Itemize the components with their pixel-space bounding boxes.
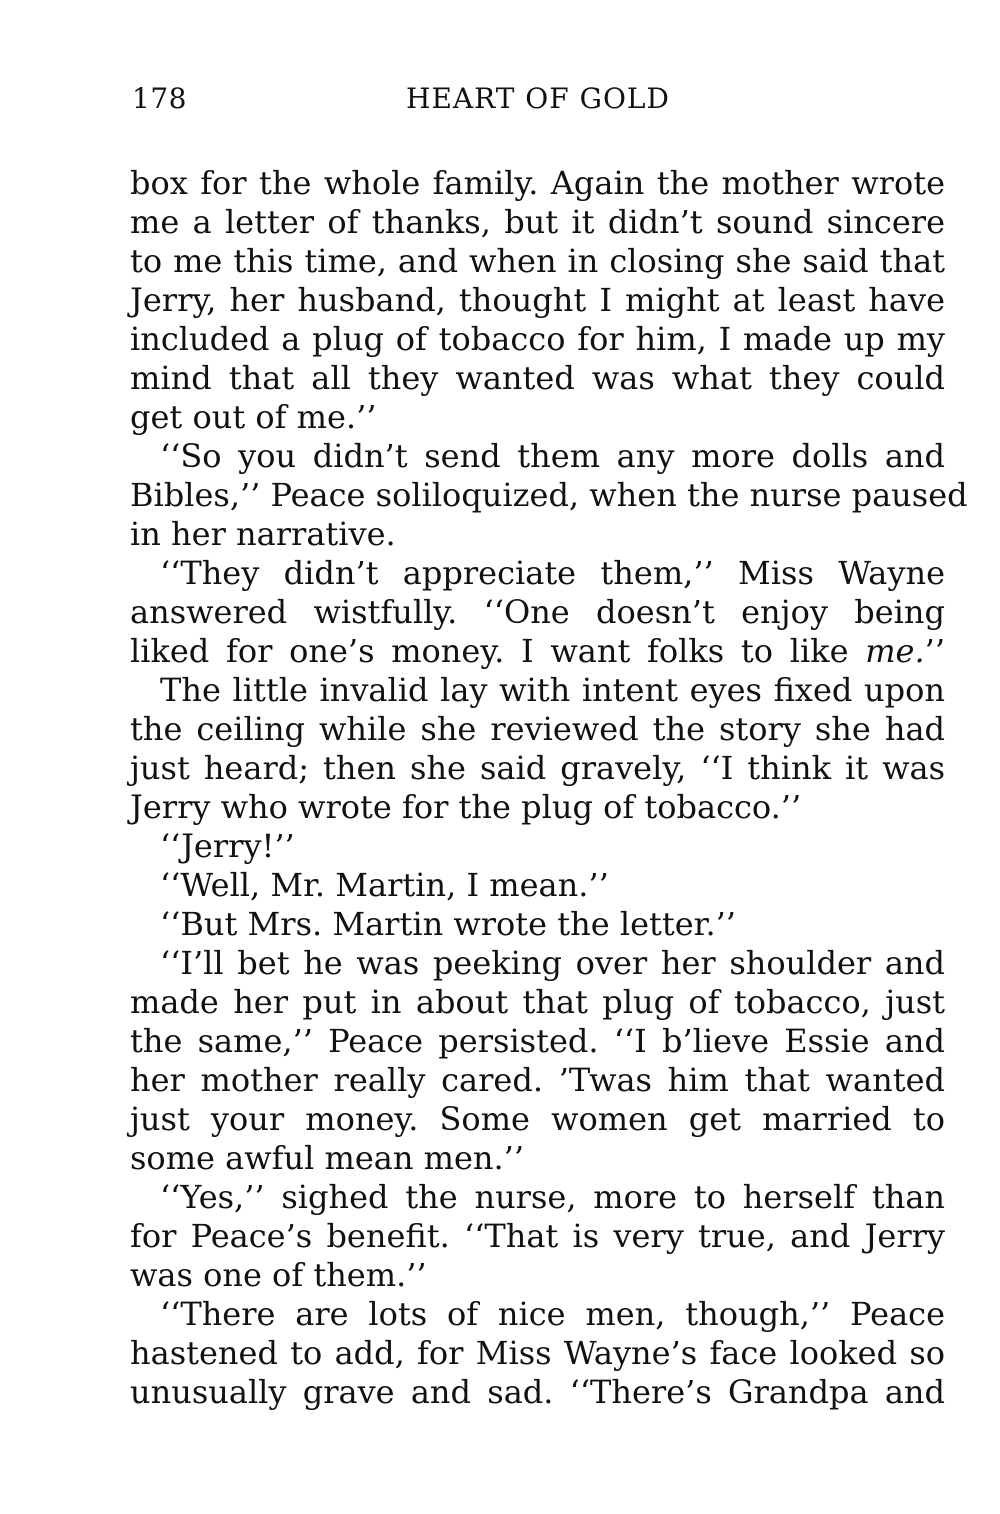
text-line: The little invalid lay with intent eyes fixed upon — [160, 671, 945, 709]
text-line: get out of me.’’ — [130, 398, 377, 436]
text-line: liked for one’s money. I want folks to like me.’’ — [130, 632, 945, 670]
text-line: me a letter of thanks, but it didn’t sound sincere — [130, 203, 945, 241]
text-line: ‘‘So you didn’t send them any more dolls and — [160, 437, 945, 475]
text-line: just heard; then she said gravely, ‘‘I think it was — [130, 749, 945, 787]
text-line: ‘‘They didn’t appreciate them,’’ Miss Wayne — [160, 554, 945, 592]
text-line: ‘‘I’ll bet he was peeking over her shoulder and — [160, 944, 945, 982]
text-line: made her put in about that plug of tobacco, just — [130, 983, 945, 1021]
text-line: just your money. Some women get married to — [130, 1100, 945, 1138]
running-title: HEART OF GOLD — [406, 82, 670, 115]
text-line: in her narrative. — [130, 515, 396, 553]
text-line: for Peace’s benefit. ‘‘That is very true, and Jerry — [130, 1217, 945, 1255]
text-line: to me this time, and when in closing she said that — [130, 242, 945, 280]
text-line: some awful mean men.’’ — [130, 1139, 525, 1177]
text-line: unusually grave and sad. ‘‘There’s Grandpa and — [130, 1373, 945, 1411]
text-line: ‘‘Jerry!’’ — [160, 827, 295, 865]
text-line: hastened to add, for Miss Wayne’s face looked so — [130, 1334, 945, 1372]
text-line: included a plug of tobacco for him, I made up my — [130, 320, 945, 358]
text-line: box for the whole family. Again the mother wrote — [130, 164, 945, 202]
text-line: Jerry who wrote for the plug of tobacco.’’ — [130, 788, 802, 826]
text-line: her mother really cared. ’Twas him that wanted — [130, 1061, 945, 1099]
emphasis: me. — [865, 632, 925, 670]
text-line: answered wistfully. ‘‘One doesn’t enjoy being — [130, 593, 945, 631]
text-line: mind that all they wanted was what they could — [130, 359, 945, 397]
text-line: was one of them.’’ — [130, 1256, 427, 1294]
text-line: ‘‘But Mrs. Martin wrote the letter.’’ — [160, 905, 736, 943]
text-line: the same,’’ Peace persisted. ‘‘I b’lieve Essie and — [130, 1022, 945, 1060]
text-line: Jerry, her husband, thought I might at least have — [130, 281, 945, 319]
text-line: the ceiling while she reviewed the story she had — [130, 710, 945, 748]
text-line: ‘‘Yes,’’ sighed the nurse, more to herself than — [160, 1178, 945, 1216]
text-line: ‘‘There are lots of nice men, though,’’ Peace — [160, 1295, 945, 1333]
body-text — [130, 164, 968, 1412]
page-number: 178 — [132, 82, 187, 115]
page-header — [132, 82, 944, 122]
text-line: Bibles,’’ Peace soliloquized, when the nurse paused — [130, 476, 968, 514]
text-line: ‘‘Well, Mr. Martin, I mean.’’ — [160, 866, 609, 904]
